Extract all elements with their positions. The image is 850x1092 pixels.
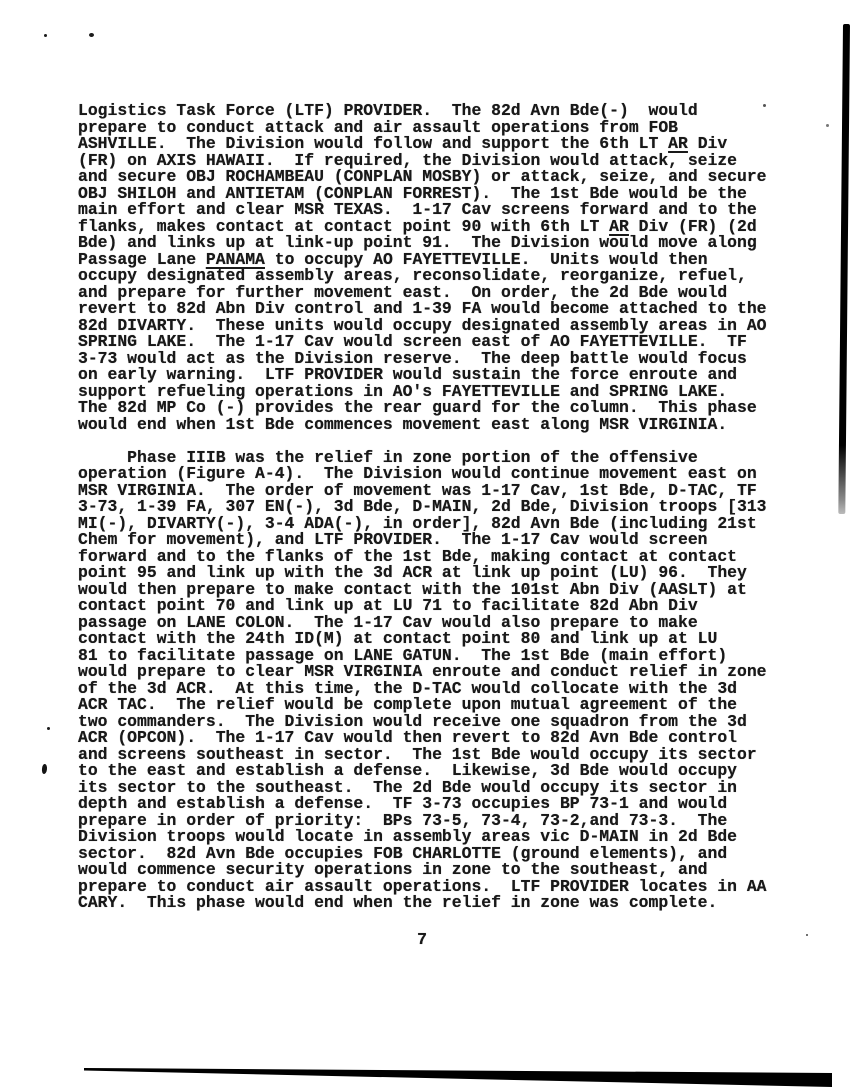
text-line: SPRING LAKE. The 1-17 Cav would screen east of AO FAYETTEVILLE. TF	[78, 332, 747, 351]
text-line: prepare in order of priority: BPs 73-5, 73-4, 73-2,and 73-3. The	[78, 810, 728, 830]
text-line: of the 3d ACR. At this time, the D-TAC would collocate with the 3d	[78, 678, 738, 698]
text-line: Logistics Task Force (LTF) PROVIDER. The 82d Avn Bde(-) would	[78, 101, 698, 120]
underlined-text: AR	[609, 216, 629, 236]
text-line: to the east and establish a defense. Likewise, 3d Bde would occupy	[78, 761, 738, 780]
text-line: 3-73 would act as the Division reserve. The deep battle would focus	[78, 348, 747, 368]
text-line: Division troops would locate in assembly areas vic D-MAIN in 2d Bde	[78, 827, 738, 846]
text-line: its sector to the southeast. The 2d Bde would occupy its sector in	[78, 777, 738, 797]
scan-comma-mark	[41, 764, 47, 775]
text-line: ACR TAC. The relief would be complete upon mutual agreement of the	[78, 695, 738, 714]
text-line: two commanders. The Division would receive one squadron from the 3d	[78, 711, 747, 731]
text-line: would prepare to clear MSR VIRGINIA enroute and conduct relief in zone	[78, 662, 767, 681]
text-line: ACR (OPCON). The 1-17 Cav would then revert to 82d Avn Bde control	[78, 728, 738, 747]
text-line: depth and establish a defense. TF 3-73 occupies BP 73-1 and would	[78, 794, 728, 813]
text-line: would then prepare to make contact with the 101st Abn Div (AASLT) at	[78, 579, 747, 599]
scan-speck	[826, 124, 829, 127]
text-line: operation (Figure A-4). The Division would continue movement east on	[78, 464, 757, 483]
text-line: prepare to conduct air assault operations. LTF PROVIDER locates in AA	[78, 876, 767, 896]
text-line: and screens southeast in sector. The 1st Bde would occupy its sector	[78, 744, 757, 764]
text-line: passage on LANE COLON. The 1-17 Cav would also prepare to make	[78, 612, 698, 632]
text-line: ASHVILLE. The Division would follow and support the 6th LT AR Div	[78, 134, 728, 153]
underlined-text: PANAMA	[205, 249, 265, 269]
text-line: and secure OBJ ROCHAMBEAU (CONPLAN MOSBY) or attack, seize, and secure	[78, 167, 767, 186]
scan-speck	[763, 104, 766, 107]
text-line: 81 to facilitate passage on LANE GATUN. The 1st Bde (main effort)	[78, 645, 728, 665]
text-line: sector. 82d Avn Bde occupies FOB CHARLOTTE (ground elements), and	[78, 843, 728, 863]
document-text	[78, 103, 778, 912]
text-line: Passage Lane PANAMA to occupy AO FAYETTEVILLE. Units would then	[78, 249, 708, 269]
scan-speck	[806, 934, 808, 936]
text-line: on early warning. LTF PROVIDER would sustain the force enroute and	[78, 365, 738, 384]
text-line: flanks, makes contact at contact point 90 with 6th LT AR Div (FR) (2d	[78, 216, 757, 236]
scan-edge-line-right	[838, 24, 850, 514]
text-line: OBJ SHILOH and ANTIETAM (CONPLAN FORREST). The 1st Bde would be the	[78, 183, 747, 203]
text-line: Chem for movement), and LTF PROVIDER. The 1-17 Cav would screen	[78, 530, 708, 549]
scan-speck	[47, 727, 50, 730]
text-line: contact with the 24th ID(M) at contact point 80 and link up at LU	[78, 629, 718, 648]
text-line: 82d DIVARTY. These units would occupy designated assembly areas in AO	[78, 315, 767, 335]
text-line: CARY. This phase would end when the relief in zone was complete.	[78, 893, 718, 912]
text-line: occupy designated assembly areas, reconsolidate, reorganize, refuel,	[78, 266, 747, 285]
text-line: contact point 70 and link up at LU 71 to facilitate 82d Abn Div	[78, 596, 698, 615]
text-line: and prepare for further movement east. On order, the 2d Bde would	[78, 282, 728, 302]
scan-speck	[89, 33, 94, 37]
text-line: would end when 1st Bde commences movement east along MSR VIRGINIA.	[78, 414, 728, 434]
underlined-text: AR	[668, 134, 688, 153]
text-line: point 95 and link up with the 3d ACR at link up point (LU) 96. They	[78, 563, 747, 582]
text-line: 3-73, 1-39 FA, 307 EN(-), 3d Bde, D-MAIN, 2d Bde, Division troops [313	[78, 497, 767, 516]
text-line: support refueling operations in AO's FAYETTEVILLE and SPRING LAKE.	[78, 381, 728, 401]
page-number: 7	[417, 930, 427, 949]
scan-speck	[44, 34, 47, 37]
text-line: Bde) and links up at link-up point 91. The Division would move along	[78, 233, 757, 252]
text-line: MI(-), DIVARTY(-), 3-4 ADA(-), in order], 82d Avn Bde (including 21st	[78, 513, 757, 533]
text-line: main effort and clear MSR TEXAS. 1-17 Cav screens forward and to the	[78, 200, 757, 219]
scan-edge-line-bottom	[84, 1064, 832, 1090]
text-line: MSR VIRGINIA. The order of movement was 1-17 Cav, 1st Bde, D-TAC, TF	[78, 480, 757, 500]
text-line: The 82d MP Co (-) provides the rear guard for the column. This phase	[78, 398, 757, 417]
text-line: Phase IIIB was the relief in zone portion of the offensive	[78, 447, 698, 467]
text-line: revert to 82d Abn Div control and 1-39 FA would become attached to the	[78, 299, 767, 318]
paragraph	[78, 103, 778, 433]
text-line: forward and to the flanks of the 1st Bde, making contact at contact	[78, 546, 738, 566]
text-line: would commence security operations in zone to the southeast, and	[78, 860, 708, 879]
paragraph	[78, 447, 778, 912]
text-line: (FR) on AXIS HAWAII. If required, the Division would attack, seize	[78, 150, 738, 170]
text-line: prepare to conduct attack and air assault operations from FOB	[78, 117, 678, 137]
